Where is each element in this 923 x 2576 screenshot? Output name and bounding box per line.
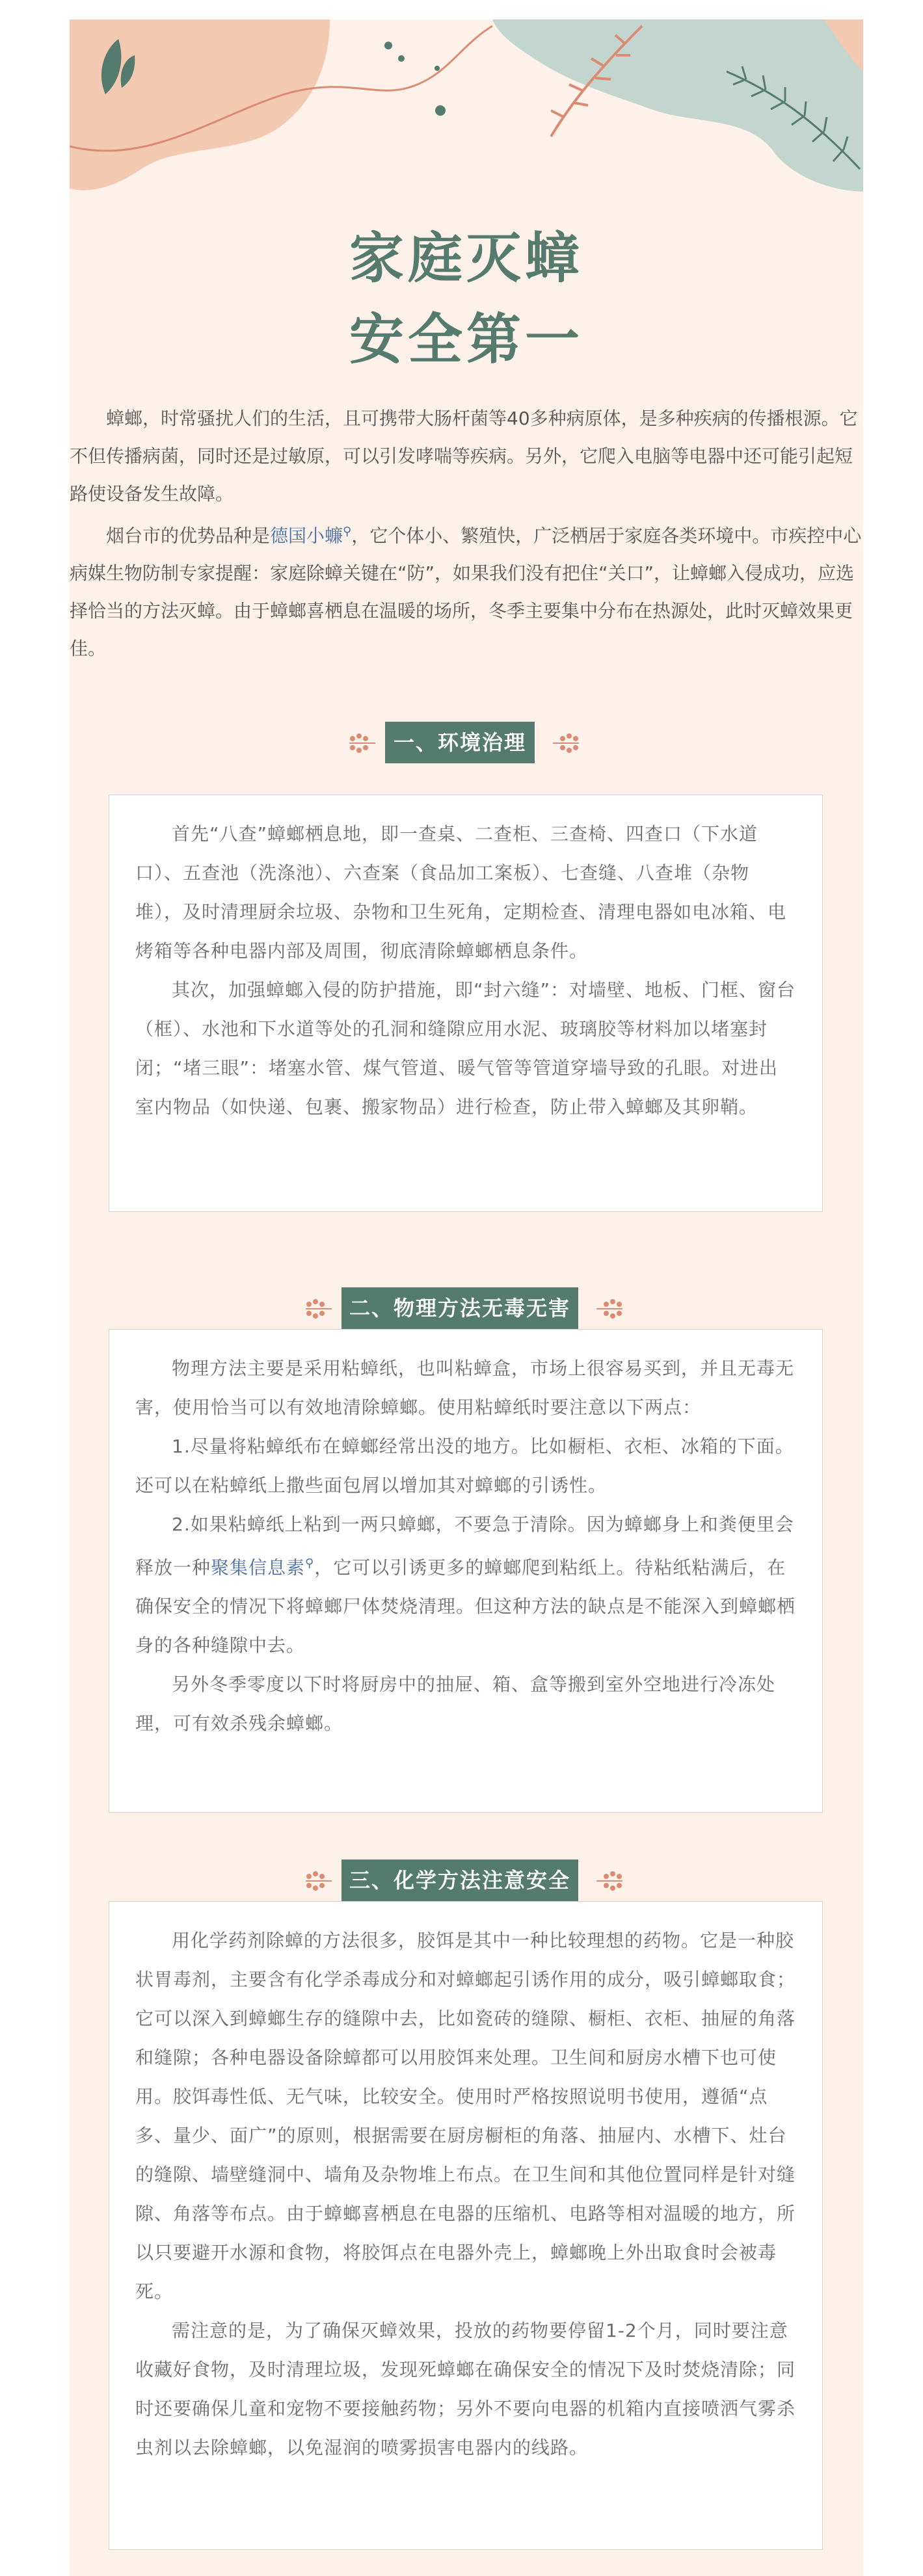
sprig-right-icon: [593, 1293, 626, 1325]
section-heading-1: [70, 722, 863, 763]
intro: [70, 400, 863, 668]
page-subtitle: 安全第一: [349, 308, 583, 371]
section-heading-3: [70, 1860, 863, 1901]
section-2-paragraph-4: 另外冬季零度以下时将厨房中的抽屉、箱、盒等搬到室外空地进行冷冻处理，可有效杀残余蟑螂。: [135, 1674, 776, 1735]
sprig-right-icon: [550, 727, 582, 759]
dot-4: [435, 105, 446, 116]
section-1-paragraph-2: 其次，加强蟑螂入侵的防护措施，即“封六缝”：对墙壁、地板、门框、窗台（框）、水池和下水道等处的孔洞和缝隙应用水泥、玻璃胶等材料加以堵塞封闭；“堵三眼”：堵塞水管、煤气管道、暖气管等管道穿墙导致的孔眼。对进出室内物品（如快递、包裹、搬家物品）进行检查，防止带入蟑螂及其卵鞘。: [135, 979, 796, 1118]
german-cockroach-link[interactable]: 德国小蠊: [270, 525, 343, 547]
section-3-paragraph-1: 用化学药剂除蟑的方法很多，胶饵是其中一种比较理想的药物。它是一种胶状胃毒剂，主要含有化学杀毒成分和对蟑螂起引诱作用的成分，吸引蟑螂取食；它可以深入到蟑螂生存的缝隙中去，比如瓷砖的缝隙、橱柜、衣柜、抽屉的角落和缝隙；各种电器设备除蟑都可以用胶饵来处理。卫生间和厨房水槽下也可使用。胶饵毒性低、无气味，比较安全。使用时严格按照说明书使用，遵循“点多、量少、面广”的原则，根据需要在厨房橱柜的角落、抽屉内、水槽下、灶台的缝隙、墙壁缝洞中、墙角及杂物堆上布点。在卫生间和其他位置同样是针对缝隙、角落等布点。由于蟑螂喜栖息在电器的压缩机、电路等相对温暖的地方，所以只要避开水源和食物，将胶饵点在电器外壳上，蟑螂晚上外出取食时会被毒死。: [135, 1930, 796, 2302]
intro-p2-start: 烟台市的优势品种是: [106, 525, 271, 547]
decorative-banner: [70, 20, 863, 195]
sprig-left-icon: [302, 1293, 335, 1325]
section-label-3: 三、化学方法注意安全: [341, 1860, 578, 1901]
peach-blob-left: [70, 20, 330, 191]
sprig-left-icon: [346, 727, 379, 759]
section-card-3: [109, 1901, 823, 2550]
page-title: 家庭灭蟑: [349, 226, 583, 290]
section-2-paragraph-1: 物理方法主要是采用粘蟑纸，也叫粘蟑盒，市场上很容易买到，并且无毒无害，使用恰当可以有效地清除蟑螂。使用粘蟑纸时要注意以下两点：: [135, 1358, 795, 1418]
point-2-end: ，它可以引诱更多的蟑螂爬到粘纸上。待粘纸粘满后，在确保安全的情况下将蟑螂尸体焚烧清理。但这种方法的缺点是不能深入到蟑螂栖身的各种缝隙中去。: [135, 1557, 796, 1657]
dot-2: [398, 55, 405, 62]
search-icon[interactable]: ⚲: [343, 525, 352, 538]
sprig-left-icon: [302, 1865, 335, 1897]
section-3-paragraph-2: 需注意的是，为了确保灭蟑效果，投放的药物要停留1-2个月，同时要注意收藏好食物，及时清理垃圾，发现死蟑螂在确保安全的情况下及时焚烧清除；同时还要确保儿童和宠物不要接触药物；另外不要向电器的机箱内直接喷洒气雾杀虫剂以去除蟑螂，以免湿润的喷雾损害电器内的线路。: [135, 2320, 796, 2458]
search-icon[interactable]: ⚲: [305, 1557, 315, 1570]
section-2-point-1: 1.尽量将粘蟑纸布在蟑螂经常出没的地方。比如橱柜、衣柜、冰箱的下面。还可以在粘蟑纸上撒些面包屑以增加其对蟑螂的引诱性。: [135, 1436, 794, 1496]
section-label-1: 一、环境治理: [385, 722, 535, 763]
section-card-1: [109, 795, 823, 1212]
section-1-paragraph-1: 首先“八查”蟑螂栖息地，即一查桌、二查柜、三查椅、四查口（下水道口）、五查池（洗涤池）、六查案（食品加工案板）、七查缝、八查堆（杂物堆），及时清理厨余垃圾、杂物和卫生死角，定期检查、清理电器如电冰箱、电烤箱等各种电器内部及周围，彻底清除蟑螂栖息条件。: [135, 823, 787, 962]
section-label-2: 二、物理方法无毒无害: [341, 1287, 578, 1329]
section-2-point-2: [135, 1505, 796, 1665]
intro-p2-end: ，它个体小、繁殖快，广泛栖居于家庭各类环境中。市疾控中心病媒生物防制专家提醒：家庭除蟑关键在“防”，如果我们没有把住“关口”，让蟑螂入侵成功，应选择恰当的方法灭蟑。由于蟑螂喜栖息在温暖的场所，冬季主要集中分布在热源处，此时灭蟑效果更佳。: [70, 525, 862, 660]
point-2-start: 2.如果粘蟑纸上粘到一两只蟑螂，不要急于清除。因为蟑螂身上和粪便里会释放一种: [135, 1514, 794, 1579]
aggregation-pheromone-link[interactable]: 聚集信息素: [211, 1557, 306, 1579]
section-heading-2: [70, 1287, 863, 1329]
intro-paragraph-1: 蟑螂，时常骚扰人们的生活，且可携带大肠杆菌等40多种病原体，是多种疾病的传播根源。它不但传播病菌，同时还是过敏原，可以引发哮喘等疾病。另外，它爬入电脑等电器中还可能引起短路使设备发生故障。: [70, 408, 858, 505]
sage-blob-right: [492, 20, 863, 192]
dot-3: [435, 66, 440, 71]
article-page: [70, 20, 863, 2576]
sprig-right-icon: [593, 1865, 626, 1897]
dot-1: [384, 42, 392, 49]
intro-paragraph-2: [70, 513, 863, 668]
section-card-2: [109, 1329, 823, 1813]
